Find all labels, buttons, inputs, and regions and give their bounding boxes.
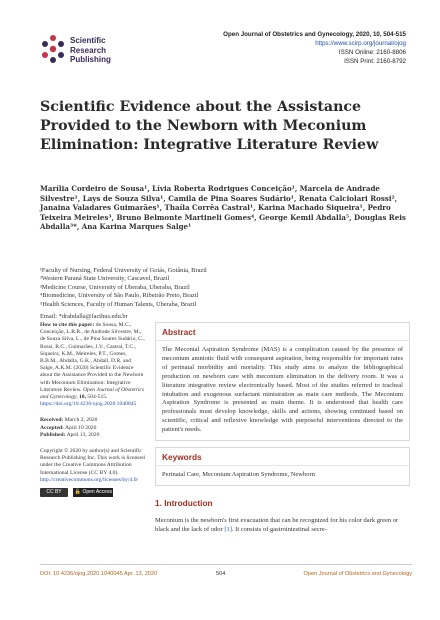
accepted-date: April 10 2020 bbox=[65, 424, 97, 431]
publisher-logo bbox=[40, 34, 170, 68]
affiliation-item: ¹Faculty of Nursing, Federal University of Goiás, Goiânia, Brazil bbox=[40, 267, 207, 274]
citation-text: de Sousa, M.C., Conceição, L.R.R., de Andrade Silvestre, M., de Souza Silva, L., de Pina Soares Sudário, C., Rossi, R.C., Guimarães, J.V., Castral, T.C., Siqueira, K.M., Meireles, P.T., Gomes, B.B.M., Abdalla, G.K., Abdall, D.R. and Salge, A.K.M. (2020) Scientific Evidence about the Assistance Provided to the Newborn with Meconium Elimination: Integrative Literature Review. bbox=[40, 322, 145, 393]
author-list: Marília Cordeiro de Sousa¹, Lívia Roberta Rodrigues Conceição¹, Marcela de Andrade Silvestre¹, Lays de Souza Silva¹, Camila de Pina Soares Sudário¹, Renata Calciolari Rossi², Janaina Valadares Guimarães¹, Thaíla Corrêa Castral¹, Karina Machado Siqueira¹, Pedro Teixeira Meireles³, Bruno Belmonte Martineli Gomes⁴, George Kemil Abdalla⁵, Douglas Reis Abdalla³*, Ana Karina Marques Salge¹ bbox=[40, 184, 406, 232]
affiliation-item: ⁴Biomedicine, University of São Paulo, Ribeirão Preto, Brazil bbox=[40, 292, 199, 300]
footer-journal: Open Journal of Obstetrics and Gynecology bbox=[303, 571, 412, 577]
affiliations bbox=[40, 267, 410, 321]
journal-header bbox=[223, 30, 406, 66]
citation-block bbox=[40, 322, 145, 408]
citation-journal: Open Journal of Obstetrics and Gynecology, bbox=[40, 386, 145, 401]
journal-line: Open Journal of Obstetrics and Gynecology, 2020, 10, 504-515 bbox=[223, 31, 406, 38]
copyright-text: Copyright © 2020 by author(s) and Scientific Research Publishing Inc. This work is licensed under the Creative Commons Attribution International License (CC BY 4.0). bbox=[40, 448, 145, 476]
citation-pages: 504-515. bbox=[87, 394, 108, 401]
keywords-text: Perinatal Care, Meconium Aspiration Syndrome, Newborn bbox=[162, 471, 315, 479]
sidebar-metadata bbox=[40, 322, 145, 497]
citation-volume: 10, bbox=[79, 394, 86, 401]
page-number: 504 bbox=[216, 571, 226, 577]
footer-doi[interactable]: DOI: 10.4236/ojog.2020.1040045 Apr. 13, 2020 bbox=[40, 571, 158, 577]
open-access-icon: 🔓 bbox=[74, 489, 82, 496]
paper-title: Scientific Evidence about the Assistance Provided to the Newborn with Meconium Elimination: Integrative Literature Review bbox=[40, 99, 379, 153]
journal-url-link[interactable]: https://www.scirp.org/journal/ojog bbox=[315, 40, 406, 47]
abstract-text: The Meconial Aspiration Syndrome (MAS) is a complication caused by the presence of meconium amniotic fluid with consequent aspiration, being responsible for important rates of perinatal morbidity and mortality. This study aims to analyze the bibliographical production on newborn care with meconium elimination in the delivery room. It was a literature integrative review electronically based. Most of the studies referred to tracheal intubation and exogenous surfactant ministration as main care methods. The Meconium Aspiration Syndrome is presented as main theme. It is understood that health care professionals must develop knowledge, skills and actions, showing continued based on scientific, critical and reflexive knowledge with purposeful interventions directed to the patient's needs. bbox=[162, 346, 403, 434]
dates-block: Received: March 2, 2020 Accepted: April 10 2020 Published: April 13, 2020 bbox=[40, 417, 100, 438]
publisher-logo-icon bbox=[40, 34, 66, 64]
issn-online: ISSN Online: 2160-8806 bbox=[338, 49, 406, 56]
cc-by-badge[interactable]: CC BY bbox=[40, 488, 68, 497]
reference-link[interactable]: [1] bbox=[224, 525, 232, 533]
license-link[interactable]: http://creativecommons.org/licenses/by/4.0/ bbox=[40, 476, 139, 483]
affiliation-item: ⁵Health Sciences, Faculty of Human Talents, Uberaba, Brazil bbox=[40, 300, 197, 308]
introduction-heading: 1. Introduction bbox=[155, 497, 213, 508]
abstract-heading: Abstract bbox=[156, 323, 409, 341]
publisher-name: Scientific Research Publishing bbox=[70, 36, 111, 64]
page-footer bbox=[40, 564, 412, 577]
received-date: March 2, 2020 bbox=[64, 417, 98, 424]
corresponding-email[interactable]: Email: *drabdalla@facthus.edu.br bbox=[40, 313, 128, 321]
keywords-heading: Keywords bbox=[156, 448, 409, 466]
main-content bbox=[155, 322, 410, 534]
abstract-box bbox=[155, 322, 410, 441]
affiliation-item: ³Medicine Course, University of Uberaba, Uberaba, Brazil bbox=[40, 283, 190, 291]
citation-doi-link[interactable]: https://doi.org/10.4236/ojog.2020.1040045 bbox=[40, 401, 137, 408]
introduction-text: Meconium is the newborn's first evacuation that can be recognized for his color dark green or black and the lack of odor [1]. It consists of gastrointestinal secre- bbox=[155, 516, 399, 533]
affiliation-item: ²Western Paraná State University, Cascavel, Brazil bbox=[40, 275, 170, 283]
keywords-box bbox=[155, 447, 410, 486]
published-date: April 13, 2020 bbox=[66, 431, 100, 438]
copyright-block bbox=[40, 448, 145, 497]
issn-print: ISSN Print: 2160-8792 bbox=[344, 58, 406, 65]
citation-label: How to cite this paper: bbox=[40, 322, 95, 328]
open-access-badge: 🔓 Open Access bbox=[74, 489, 112, 496]
